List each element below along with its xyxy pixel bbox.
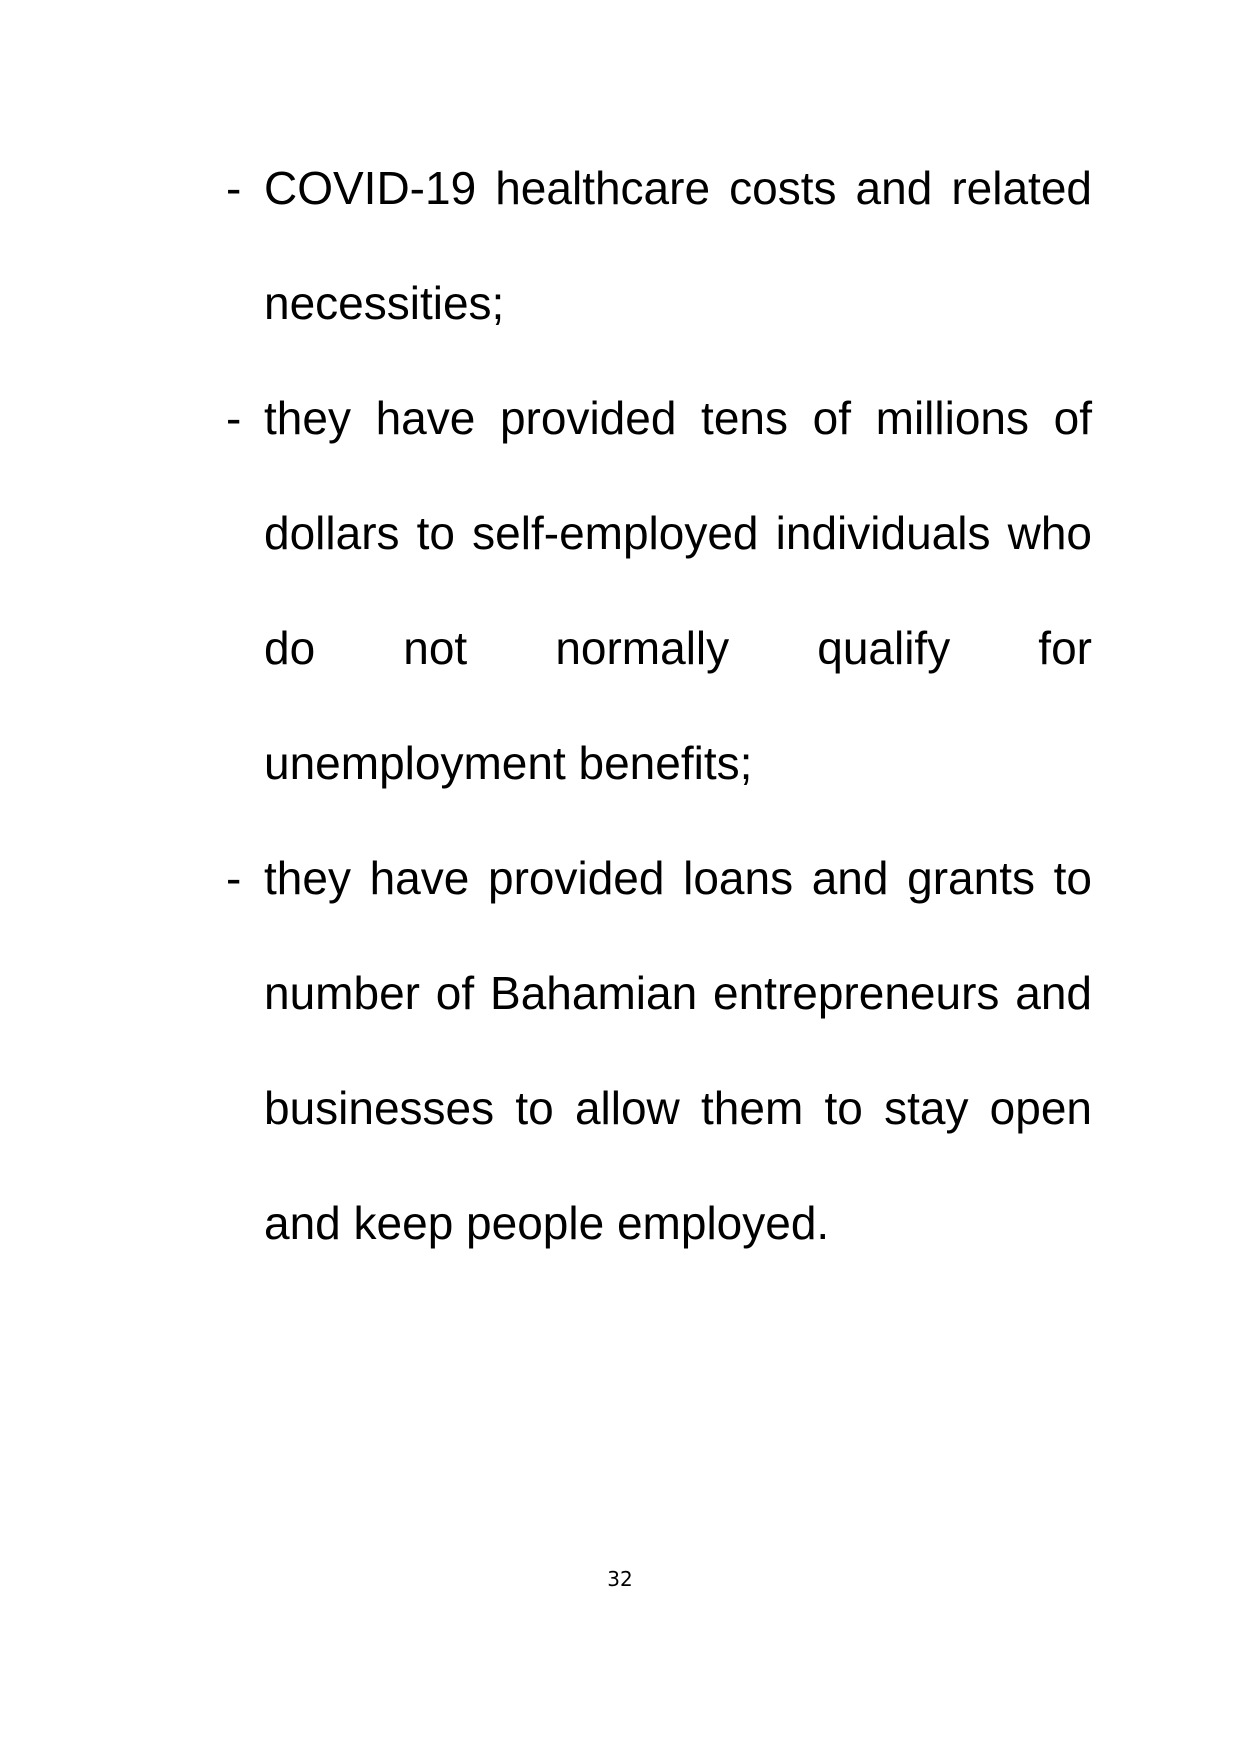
bullet-marker: - <box>226 392 242 444</box>
bullet-marker: - <box>226 852 242 904</box>
bullet-list <box>226 131 1092 1281</box>
bullet-marker: - <box>226 162 242 214</box>
bullet-item-self-employed <box>226 361 1092 821</box>
page-number: 32 <box>607 1567 633 1591</box>
bullet-text: they have provided loans and grants to number of Bahamian entrepreneurs and businesses to allow them to stay open and keep people employed. <box>264 852 1092 1249</box>
bullet-text: COVID-19 healthcare costs and related necessities; <box>264 162 1092 329</box>
bullet-text: they have provided tens of millions of dollars to self-employed individuals who do not normally qualify for unemployment benefits; <box>264 392 1092 789</box>
bullet-item-loans-grants <box>226 821 1092 1281</box>
bullet-item-covid-costs <box>226 131 1092 361</box>
